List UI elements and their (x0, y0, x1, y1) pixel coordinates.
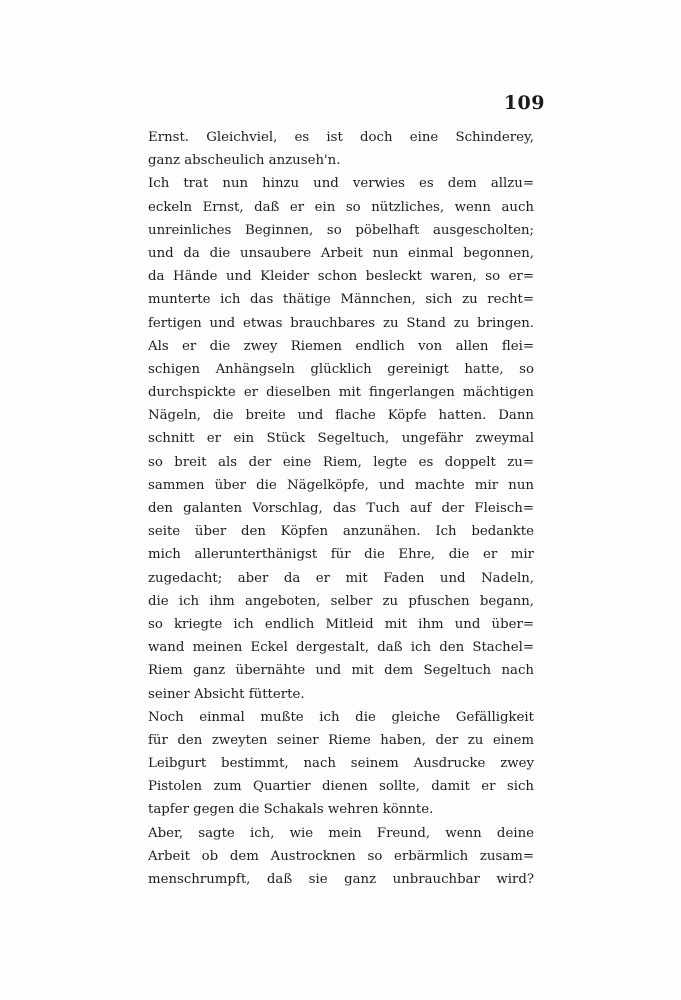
page-number: 109 (503, 92, 545, 114)
text-line: Pistolen zum Quartier dienen sollte, damit er sich (148, 779, 534, 795)
text-line: seite über den Köpfen anzunähen. Ich bedankte (148, 524, 534, 540)
text-line: schigen Anhängseln glücklich gereinigt hatte, so (148, 361, 534, 377)
text-line: ganz abscheulich anzuseh'n. (148, 153, 341, 169)
text-line: zugedacht; aber da er mit Faden und Nadeln, (148, 570, 534, 586)
paragraph-5 (148, 822, 534, 892)
text-line: mich allerunterthänigst für die Ehre, die er mir (148, 547, 534, 563)
body-text (148, 126, 534, 891)
paragraph-4 (148, 706, 534, 822)
text-line: eckeln Ernst, daß er ein so nützliches, wenn auch (148, 199, 534, 215)
text-line: da Hände und Kleider schon besleckt waren, so er= (148, 269, 534, 285)
text-line: so breit als der eine Riem, legte es doppelt zu= (148, 454, 534, 470)
paragraph-1 (148, 126, 534, 172)
text-line: Riem ganz übernähte und mit dem Segeltuch nach (148, 663, 534, 679)
text-line: durchspickte er dieselben mit fingerlangen mächtigen (148, 385, 534, 401)
text-line: Aber, sagte ich, wie mein Freund, wenn deine (148, 825, 534, 841)
paragraph-3 (148, 335, 534, 706)
text-line: den galanten Vorschlag, das Tuch auf der Fleisch= (148, 501, 534, 516)
text-line: tapfer gegen die Schakals wehren könnte. (148, 802, 434, 818)
text-line: seiner Absicht fütterte. (148, 686, 305, 702)
text-line: menschrumpft, daß sie ganz unbrauchbar wird? (148, 872, 534, 887)
text-line: für den zweyten seiner Rieme haben, der zu einem (148, 732, 534, 748)
text-line: Leibgurt bestimmt, nach seinem Ausdrucke zwey (148, 756, 534, 772)
text-line: munterte ich das thätige Männchen, sich zu recht= (148, 292, 534, 308)
text-line: schnitt er ein Stück Segeltuch, ungefähr zweymal (148, 431, 534, 447)
text-line: Als er die zwey Riemen endlich von allen flei= (148, 338, 534, 354)
text-line: und da die unsaubere Arbeit nun einmal begonnen, (148, 245, 534, 261)
text-line: wand meinen Eckel dergestalt, daß ich den Stachel= (148, 640, 534, 656)
text-line: Noch einmal mußte ich die gleiche Gefälligkeit (148, 709, 534, 725)
paragraph-2 (148, 172, 534, 334)
text-line: so kriegte ich endlich Mitleid mit ihm und über= (148, 616, 534, 632)
text-line: Nägeln, die breite und flache Köpfe hatten. Dann (148, 408, 534, 424)
text-line: sammen über die Nägelköpfe, und machte mir nun (148, 477, 534, 493)
text-line: Arbeit ob dem Austrocknen so erbärmlich zusam= (148, 848, 534, 864)
text-line: Ich trat nun hinzu und verwies es dem allzu= (148, 176, 534, 192)
text-line: die ich ihm angeboten, selber zu pfuschen begann, (148, 593, 534, 609)
text-line: Ernst. Gleichviel, es ist doch eine Schinderey, (148, 130, 534, 145)
text-line: unreinliches Beginnen, so pöbelhaft ausgescholten; (148, 222, 534, 238)
text-line: fertigen und etwas brauchbares zu Stand zu bringen. (148, 315, 534, 331)
